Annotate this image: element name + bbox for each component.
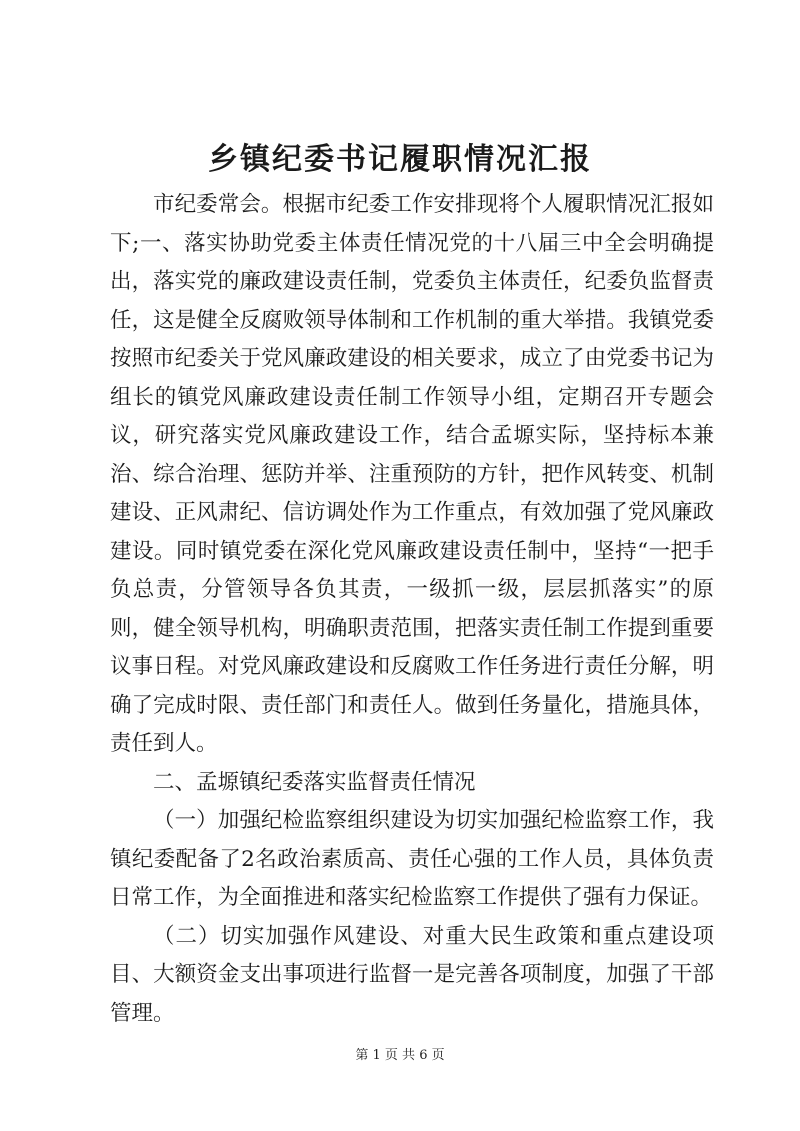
paragraph-subsection-1: （一）加强纪检监察组织建设为切实加强纪检监察工作，我镇纪委配备了2名政治素质高、责任心强的工作人员，具体负责日常工作，为全面推进和落实纪检监察工作提供了强有力保证。 bbox=[110, 808, 714, 910]
page-footer bbox=[0, 1046, 800, 1066]
document-title: 乡镇纪委书记履职情况汇报 bbox=[208, 142, 592, 177]
paragraph-intro: 市纪委常会。根据市纪委工作安排现将个人履职情况汇报如下;一、落实协助党委主体责任情况党的十八届三中全会明确提出，落实党的廉政建设责任制，党委负主体责任，纪委负监督责任，这是健全反腐败领导体制和工作机制的重大举措。我镇党委按照市纪委关于党风廉政建设的相关要求，成立了由党委书记为组长的镇党风廉政建设责任制工作领导小组，定期召开专题会议，研究落实党风廉政建设工作，结合孟塬实际，坚持标本兼治、综合治理、惩防并举、注重预防的方针，把作风转变、机制建设、正风肃纪、信访调处作为工作重点，有效加强了党风廉政建设。同时镇党委在深化党风廉政建设责任制中，坚持“一把手负总责，分管领导各负其责，一级抓一级，层层抓落实”的原则，健全领导机构，明确职责范围，把落实责任制工作提到重要议事日程。对党风廉政建设和反腐败工作任务进行责任分解，明确了完成时限、责任部门和责任人。做到任务量化，措施具体，责任到人。 bbox=[110, 192, 714, 756]
document-body bbox=[110, 186, 714, 1033]
paragraph-subsection-2: （二）切实加强作风建设、对重大民生政策和重点建设项目、大额资金支出事项进行监督一是完善各项制度，加强了干部管理。 bbox=[110, 923, 714, 1026]
section-heading-2: 二、孟塬镇纪委落实监督责任情况 bbox=[153, 769, 476, 795]
page-number-label: 第 1 页 共 6 页 bbox=[355, 1048, 445, 1063]
